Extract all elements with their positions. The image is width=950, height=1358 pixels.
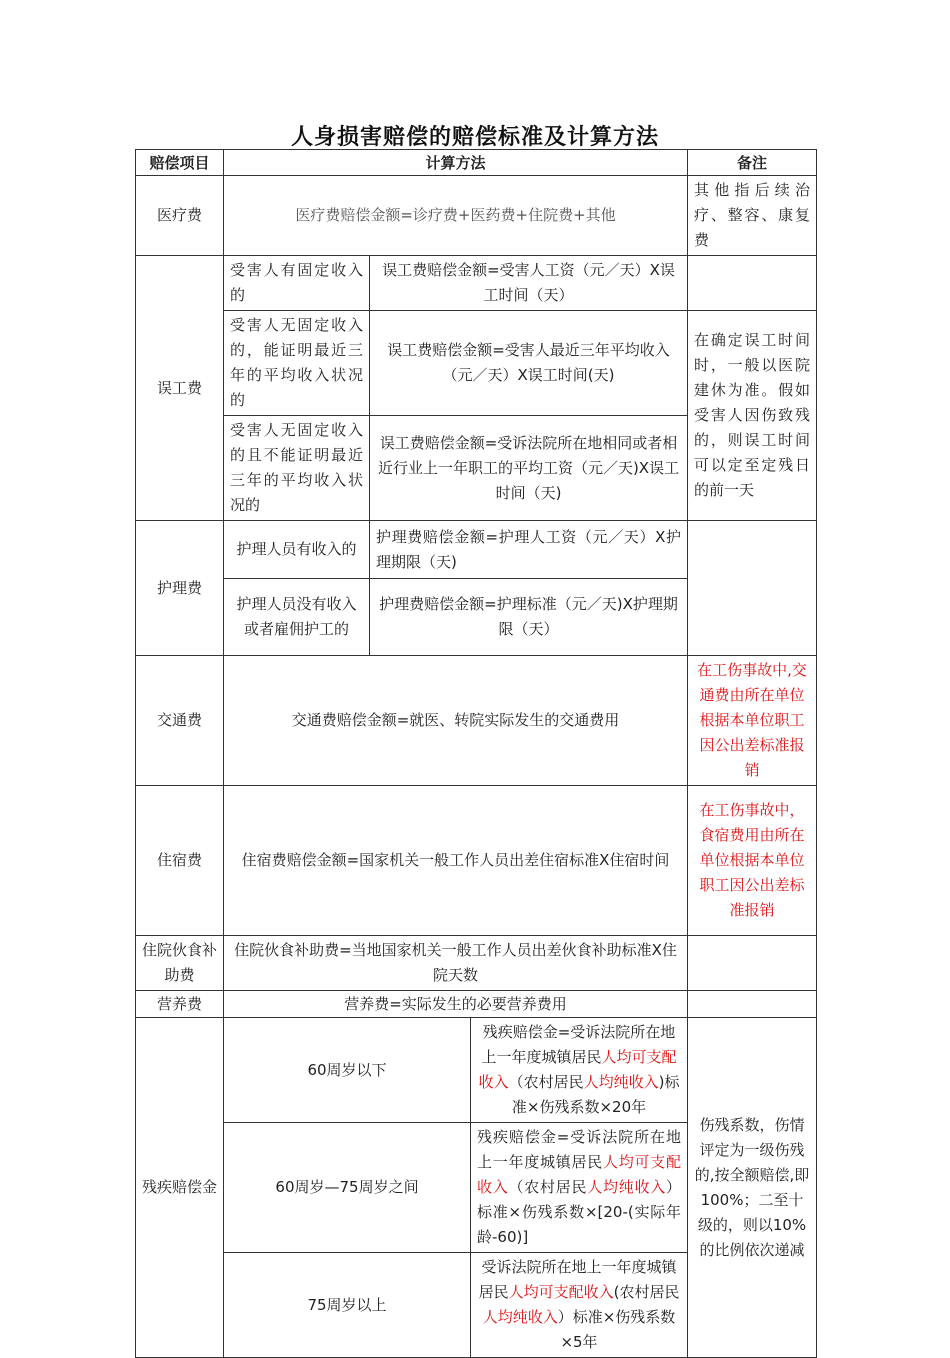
method-highlight: 人均纯收入 — [583, 1073, 659, 1091]
nursing-case-1: 护理人员有收入的 — [224, 521, 370, 579]
disability-age-2: 60周岁—75周岁之间 — [224, 1123, 471, 1253]
header-item: 赔偿项目 — [136, 150, 224, 176]
disability-method-1 — [471, 1018, 688, 1123]
transport-method: 交通费赔偿金额=就医、转院实际发生的交通费用 — [224, 656, 688, 786]
lost-wages-note: 在确定误工时间时，一般以医院建休为准。假如受害人因伤致残的，则误工时间可以定至定残日的前一天 — [688, 311, 817, 521]
header-method: 计算方法 — [224, 150, 688, 176]
method-highlight: 人均纯收入 — [587, 1178, 666, 1196]
method-highlight: 人均可支配收入 — [478, 1048, 677, 1091]
method-text: （农村居民 — [508, 1178, 588, 1196]
method-text: ）标准×伤残系数×[20-(实际年龄-60)] — [477, 1178, 682, 1246]
lodging-method: 住宿费赔偿金额=国家机关一般工作人员出差住宿标准X住宿时间 — [224, 786, 688, 936]
method-text: (农村居民 — [613, 1283, 680, 1301]
lodging-note: 在工伤事故中，食宿费用由所在单位根据本单位职工因公出差标准报销 — [688, 786, 817, 936]
medical-method: 医疗费赔偿金额=诊疗费+医药费+住院费+其他 — [224, 176, 688, 256]
table-row — [136, 786, 817, 936]
disability-age-3: 75周岁以上 — [224, 1253, 471, 1358]
nursing-item: 护理费 — [136, 521, 224, 656]
nutrition-note-empty — [688, 991, 817, 1018]
medical-item: 医疗费 — [136, 176, 224, 256]
table-row — [136, 1018, 817, 1123]
hospital-food-note-empty — [688, 936, 817, 991]
table-row — [136, 311, 817, 416]
lodging-item: 住宿费 — [136, 786, 224, 936]
method-text: 受诉法院所在地上一年度城镇居民 — [478, 1258, 677, 1301]
nursing-note-empty — [688, 521, 817, 656]
hospital-food-item: 住院伙食补助费 — [136, 936, 224, 991]
medical-note: 其他指后续治疗、整容、康复费 — [688, 176, 817, 256]
method-text: 残疾赔偿金=受诉法院所在地上一年度城镇居民 — [481, 1023, 676, 1066]
table-row — [136, 936, 817, 991]
method-text: 残疾赔偿金=受诉法院所在地上一年度城镇居民 — [477, 1128, 682, 1171]
lost-wages-case-2: 受害人无固定收入的，能证明最近三年的平均收入状况的 — [224, 311, 370, 416]
disability-age-1: 60周岁以下 — [224, 1018, 471, 1123]
lost-wages-case-3: 受害人无固定收入的且不能证明最近三年的平均收入状况的 — [224, 416, 370, 521]
nutrition-method: 营养费=实际发生的必要营养费用 — [224, 991, 688, 1018]
table-row — [136, 656, 817, 786]
lost-wages-method-2: 误工费赔偿金额=受害人最近三年平均收入（元／天）X误工时间(天) — [370, 311, 688, 416]
method-highlight: 人均纯收入 — [482, 1308, 558, 1326]
page-title: 人身损害赔偿的赔偿标准及计算方法 — [290, 125, 659, 150]
method-highlight: 人均可支配收入 — [508, 1283, 614, 1301]
nutrition-item: 营养费 — [136, 991, 224, 1018]
lost-wages-case-1: 受害人有固定收入的 — [224, 256, 370, 311]
hospital-food-method: 住院伙食补助费=当地国家机关一般工作人员出差伙食补助标准X住院天数 — [224, 936, 688, 991]
table-header-row — [136, 150, 817, 176]
lost-wages-method-1: 误工费赔偿金额=受害人工资（元／天）X误工时间（天） — [370, 256, 688, 311]
nursing-method-1: 护理费赔偿金额=护理人工资（元／天）X护理期限（天) — [370, 521, 688, 579]
method-text: ）标准×伤残系数×5年 — [557, 1308, 676, 1351]
header-note: 备注 — [688, 150, 817, 176]
lost-wages-item: 误工费 — [136, 256, 224, 521]
lost-wages-note-empty — [688, 256, 817, 311]
disability-method-2 — [471, 1123, 688, 1253]
table-row — [136, 256, 817, 311]
transport-note: 在工伤事故中,交通费由所在单位根据本单位职工因公出差标准报销 — [688, 656, 817, 786]
table-row — [136, 991, 817, 1018]
nursing-method-2: 护理费赔偿金额=护理标准（元／天)X护理期限（天） — [370, 579, 688, 656]
nursing-case-2: 护理人员没有收入或者雇佣护工的 — [224, 579, 370, 656]
transport-item: 交通费 — [136, 656, 224, 786]
method-highlight: 人均可支配收入 — [477, 1153, 681, 1196]
disability-item: 残疾赔偿金 — [136, 1018, 224, 1358]
compensation-table — [135, 149, 817, 1358]
disability-note: 伤残系数，伤情评定为一级伤残的,按全额赔偿,即100%；二至十级的，则以10%的比例依次递减 — [688, 1018, 817, 1358]
table-row — [136, 521, 817, 579]
table-row — [136, 176, 817, 256]
disability-method-3 — [471, 1253, 688, 1358]
method-text: )标准×伤残系数×20年 — [511, 1073, 680, 1116]
lost-wages-method-3: 误工费赔偿金额=受诉法院所在地相同或者相近行业上一年职工的平均工资（元／天)X误工时间（天) — [370, 416, 688, 521]
method-text: （农村居民 — [508, 1073, 584, 1091]
